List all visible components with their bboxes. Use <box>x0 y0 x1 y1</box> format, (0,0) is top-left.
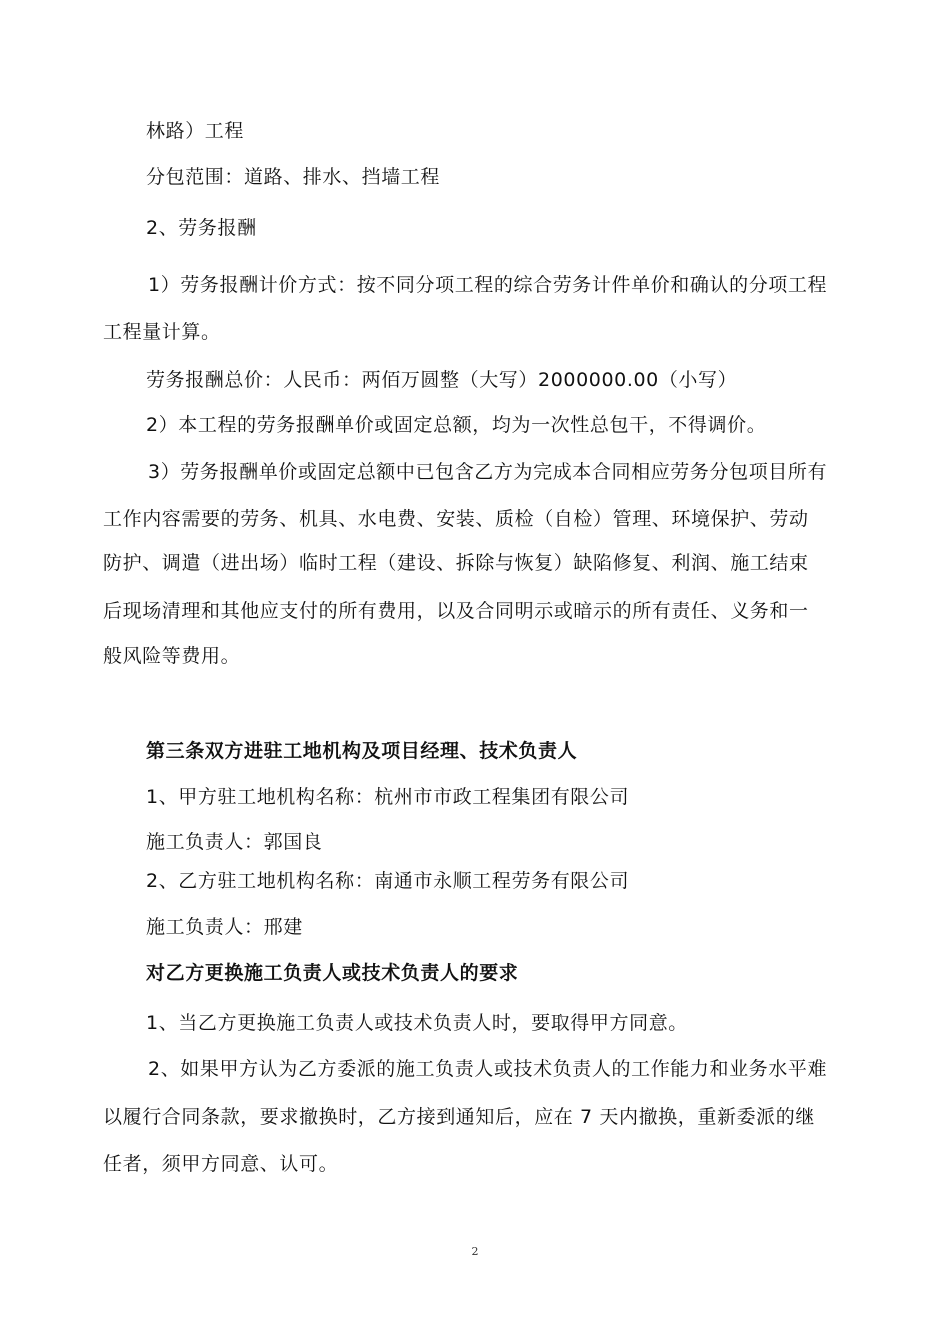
labor-fee-item1-line1: 1）劳务报酬计价方式：按不同分项工程的综合劳务计件单价和确认的分项工程 <box>148 274 828 296</box>
labor-fee-item3-line4: 后现场清理和其他应支付的所有费用，以及合同明示或暗示的所有责任、义务和一 <box>103 600 809 622</box>
labor-fee-item1-line2: 工程量计算。 <box>103 321 221 343</box>
requirement-2-line3: 任者，须甲方同意、认可。 <box>103 1153 339 1175</box>
requirement-2-line2: 以履行合同条款，要求撤换时，乙方接到通知后，应在 7 天内撤换，重新委派的继 <box>103 1106 815 1128</box>
labor-fee-item3-line5: 般风险等费用。 <box>103 645 241 667</box>
labor-fee-total: 劳务报酬总价：人民币：两佰万圆整（大写）2000000.00（小写） <box>146 369 738 391</box>
labor-fee-item3-line1: 3）劳务报酬单价或固定总额中已包含乙方为完成本合同相应劳务分包项目所有 <box>148 461 828 483</box>
requirement-2-line1: 2、如果甲方认为乙方委派的施工负责人或技术负责人的工作能力和业务水平难 <box>148 1058 828 1080</box>
requirement-1: 1、当乙方更换施工负责人或技术负责人时，要取得甲方同意。 <box>146 1012 688 1034</box>
page-number: 2 <box>471 1245 479 1258</box>
labor-fee-heading: 2、劳务报酬 <box>146 217 257 239</box>
article3-title: 第三条双方进驻工地机构及项目经理、技术负责人 <box>146 740 578 762</box>
party-a-organization: 1、甲方驻工地机构名称：杭州市市政工程集团有限公司 <box>146 786 630 808</box>
labor-fee-item3-line3: 防护、调遣（进出场）临时工程（建设、拆除与恢复）缺陷修复、利润、施工结束 <box>103 552 809 574</box>
party-b-organization: 2、乙方驻工地机构名称：南通市永顺工程劳务有限公司 <box>146 870 630 892</box>
party-a-lead: 施工负责人：郭国良 <box>146 831 323 853</box>
replacement-requirements-title: 对乙方更换施工负责人或技术负责人的要求 <box>146 962 519 984</box>
scope-continuation: 林路）工程 <box>146 120 245 142</box>
labor-fee-item2: 2）本工程的劳务报酬单价或固定总额，均为一次性总包干，不得调价。 <box>146 414 767 436</box>
party-b-lead: 施工负责人：邢建 <box>146 916 303 938</box>
subcontract-scope: 分包范围：道路、排水、挡墙工程 <box>146 166 441 188</box>
labor-fee-item3-line2: 工作内容需要的劳务、机具、水电费、安装、质检（自检）管理、环境保护、劳动 <box>103 508 809 530</box>
